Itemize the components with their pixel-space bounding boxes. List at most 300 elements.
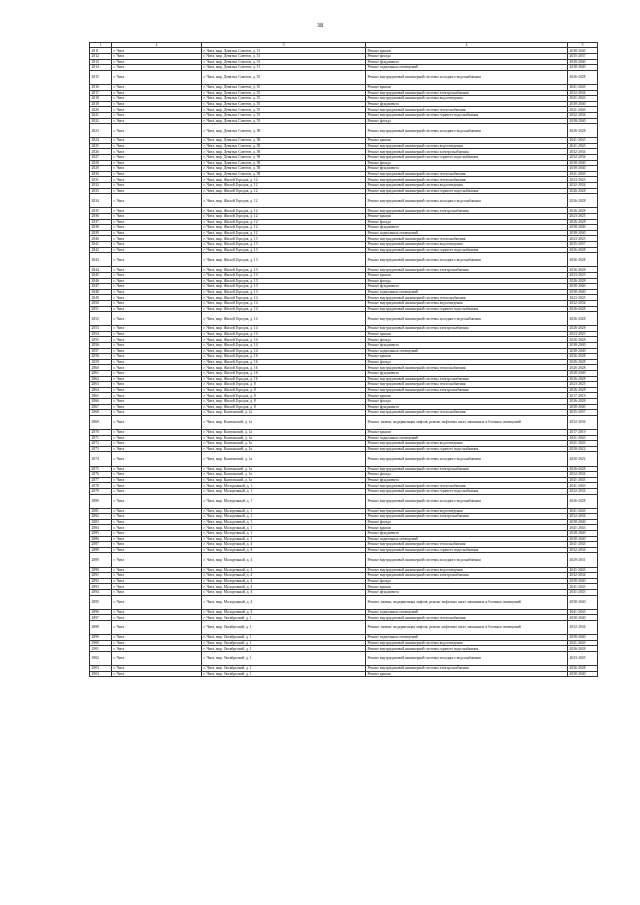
cell-number: 2861 (90, 371, 112, 377)
cell-number: 2821 (90, 112, 112, 118)
cell-address: г. Чита, мкр. Жилой Городок, д. 14 (202, 343, 366, 349)
cell-municipality: г. Чита (112, 101, 202, 107)
cell-number: 2894 (90, 590, 112, 596)
cell-municipality: г. Чита (112, 326, 202, 332)
cell-municipality: г. Чита (112, 404, 202, 410)
cell-address: г. Чита, мкр. Девятых Советов, д. 55 (202, 70, 366, 84)
cell-address: г. Чита, мкр. Октябрьский, д. 1 (202, 651, 366, 665)
cell-address: г. Чита, мкр. Каштакский, д. 1а (202, 477, 366, 483)
cell-number: 2868 (90, 410, 112, 416)
cell-number: 2850 (90, 300, 112, 306)
cell-number: 2831 (90, 177, 112, 183)
cell-work-type: Ремонт внутридомовой инженерной системы водоотведения (366, 508, 568, 514)
cell-period: 2041-2043 (568, 138, 598, 144)
cell-work-type: Ремонт внутридомовой инженерной системы водоотведения (366, 143, 568, 149)
cell-period: 2038-2040 (568, 536, 598, 542)
cell-number: 2816 (90, 84, 112, 90)
cell-work-type: Ремонт внутридомовой инженерной системы теплоснабжения (366, 295, 568, 301)
cell-period: 2032-2034 (568, 514, 598, 520)
cell-address: г. Чита, мкр. Жилой Городок, д. 13 (202, 253, 366, 267)
cell-work-type: Ремонт крыши (366, 429, 568, 435)
cell-number: 2815 (90, 70, 112, 84)
column-header-period: 5 (568, 43, 598, 48)
cell-work-type: Ремонт фасада (366, 472, 568, 478)
cell-period: 2020-2022 (568, 452, 598, 466)
cell-municipality: г. Чита (112, 542, 202, 548)
table-row (90, 452, 598, 466)
cell-work-type: Ремонт внутридомовой инженерной системы горячего водоснабжения (366, 247, 568, 253)
cell-address: г. Чита, мкр. Девятых Советов, д. 55 (202, 107, 366, 113)
cell-municipality: г. Чита (112, 53, 202, 59)
cell-address: г. Чита, мкр. Девятых Советов, д. 58 (202, 171, 366, 177)
cell-work-type: Ремонт фундамента (366, 166, 568, 172)
cell-address: г. Чита, мкр. Жилой Городок, д. 13 (202, 284, 366, 290)
cell-period: 2038-2040 (568, 160, 598, 166)
cell-municipality: г. Чита (112, 149, 202, 155)
cell-municipality: г. Чита (112, 609, 202, 615)
cell-address: г. Чита, мкр. Молодежный, д. 4 (202, 542, 366, 548)
cell-period: 2026-2028 (568, 399, 598, 405)
cell-number: 2885 (90, 531, 112, 537)
cell-work-type: Ремонт фундамента (366, 371, 568, 377)
cell-work-type: Ремонт крыши (366, 354, 568, 360)
cell-number: 2903 (90, 666, 112, 672)
cell-municipality: г. Чита (112, 247, 202, 253)
cell-work-type: Ремонт фасада (366, 278, 568, 284)
cell-period: 2041-2043 (568, 143, 598, 149)
cell-work-type: Ремонт подвальных помещений (366, 635, 568, 641)
cell-municipality: г. Чита (112, 138, 202, 144)
cell-number: 2871 (90, 435, 112, 441)
cell-number: 2862 (90, 376, 112, 382)
table-row (90, 312, 598, 326)
cell-work-type: Ремонт внутридомовой инженерной системы водоотведения (366, 96, 568, 102)
cell-address: г. Чита, мкр. Жилой Городок, д. 16 (202, 365, 366, 371)
cell-period: 2032-2034 (568, 573, 598, 579)
cell-work-type: Ремонт, замена, модернизация лифтов, ремонт лифтовых шахт, машинных и блочных помещений (366, 415, 568, 429)
cell-number: 2827 (90, 155, 112, 161)
cell-period: 2017-2019 (568, 429, 598, 435)
cell-period: 2026-2028 (568, 354, 598, 360)
cell-address: г. Чита, мкр. Жилой Городок, д. 13 (202, 241, 366, 247)
cell-work-type: Ремонт фундамента (366, 477, 568, 483)
table-row (90, 494, 598, 508)
cell-municipality: г. Чита (112, 354, 202, 360)
cell-address: г. Чита, мкр. Молодежный, д. 1 (202, 483, 366, 489)
cell-address: г. Чита, мкр. Жилой Городок, д. 16 (202, 359, 366, 365)
cell-number: 2826 (90, 149, 112, 155)
cell-period: 2026-2028 (568, 124, 598, 138)
cell-address: г. Чита, мкр. Девятых Советов, д. 55 (202, 112, 366, 118)
cell-number: 2887 (90, 542, 112, 548)
cell-period: 2038-2040 (568, 615, 598, 621)
cell-number: 2892 (90, 578, 112, 584)
cell-number: 2863 (90, 382, 112, 388)
cell-address: г. Чита, мкр. Девятых Советов, д. 58 (202, 166, 366, 172)
cell-work-type: Ремонт внутридомовой инженерной системы водоотведения (366, 441, 568, 447)
cell-address: г. Чита, мкр. Девятых Советов, д. 51 (202, 65, 366, 71)
cell-municipality: г. Чита (112, 171, 202, 177)
cell-number: 2878 (90, 483, 112, 489)
cell-address: г. Чита, мкр. Жилой Городок, д. 14 (202, 295, 366, 301)
cell-number: 2828 (90, 160, 112, 166)
cell-address: г. Чита, мкр. Жилой Городок, д. 12 (202, 225, 366, 231)
cell-address: г. Чита, мкр. Жилой Городок, д. 14 (202, 331, 366, 337)
cell-work-type: Ремонт внутридомовой инженерной системы теплоснабжения (366, 236, 568, 242)
table-row (90, 595, 598, 609)
cell-address: г. Чита, мкр. Жилой Городок, д. 16 (202, 354, 366, 360)
cell-address: г. Чита, мкр. Октябрьский, д. 1 (202, 666, 366, 672)
cell-work-type: Ремонт подвальных помещений (366, 435, 568, 441)
cell-number: 2882 (90, 514, 112, 520)
cell-work-type: Ремонт внутридомовой инженерной системы теплоснабжения (366, 171, 568, 177)
cell-address: г. Чита, мкр. Жилой Городок, д. 8 (202, 393, 366, 399)
cell-number: 2837 (90, 219, 112, 225)
cell-period: 2038-2040 (568, 343, 598, 349)
cell-municipality: г. Чита (112, 289, 202, 295)
cell-period: 2023-2025 (568, 331, 598, 337)
cell-municipality: г. Чита (112, 553, 202, 567)
cell-address: г. Чита, мкр. Каштакский, д. 1а (202, 410, 366, 416)
cell-period: 2026-2028 (568, 278, 598, 284)
cell-work-type: Ремонт внутридомовой инженерной системы холодного водоснабжения (366, 70, 568, 84)
cell-work-type: Ремонт фасада (366, 118, 568, 124)
cell-address: г. Чита, мкр. Молодежный, д. 1 (202, 536, 366, 542)
cell-number: 2851 (90, 306, 112, 312)
cell-work-type: Ремонт внутридомовой инженерной системы холодного водоснабжения (366, 452, 568, 466)
cell-address: г. Чита, мкр. Жилой Городок, д. 12 (202, 194, 366, 208)
cell-period: 2038-2040 (568, 531, 598, 537)
cell-work-type: Ремонт внутридомовой инженерной системы теплоснабжения (366, 483, 568, 489)
cell-period: 2023-2025 (568, 214, 598, 220)
cell-number: 2824 (90, 138, 112, 144)
cell-work-type: Ремонт фасада (366, 219, 568, 225)
cell-address: г. Чита, мкр. Октябрьский, д. 1 (202, 671, 366, 677)
cell-number: 2860 (90, 365, 112, 371)
cell-number: 2896 (90, 609, 112, 615)
cell-number: 2820 (90, 107, 112, 113)
cell-address: г. Чита, мкр. Жилой Городок, д. 14 (202, 348, 366, 354)
cell-address: г. Чита, мкр. Молодежный, д. 4 (202, 578, 366, 584)
cell-address: г. Чита, мкр. Девятых Советов, д. 58 (202, 160, 366, 166)
cell-number: 2859 (90, 359, 112, 365)
cell-period: 2026-2028 (568, 247, 598, 253)
table-row (90, 651, 598, 665)
cell-municipality: г. Чита (112, 671, 202, 677)
cell-municipality: г. Чита (112, 241, 202, 247)
cell-work-type: Ремонт фундамента (366, 284, 568, 290)
cell-period: 2026-2028 (568, 666, 598, 672)
cell-address: г. Чита, мкр. Жилой Городок, д. 8 (202, 399, 366, 405)
cell-address: г. Чита, мкр. Девятых Советов, д. 55 (202, 90, 366, 96)
cell-municipality: г. Чита (112, 466, 202, 472)
cell-municipality: г. Чита (112, 595, 202, 609)
cell-number: 2822 (90, 118, 112, 124)
cell-address: г. Чита, мкр. Молодежный, д. 4 (202, 590, 366, 596)
cell-period: 2038-2040 (568, 284, 598, 290)
cell-municipality: г. Чита (112, 343, 202, 349)
cell-period: 2038-2040 (568, 230, 598, 236)
cell-municipality: г. Чита (112, 584, 202, 590)
cell-municipality: г. Чита (112, 508, 202, 514)
cell-work-type: Ремонт внутридомовой инженерной системы электроснабжения (366, 387, 568, 393)
cell-address: г. Чита, мкр. Жилой Городок, д. 8 (202, 382, 366, 388)
cell-period: 2041-2043 (568, 84, 598, 90)
cell-period: 2023-2025 (568, 177, 598, 183)
cell-address: г. Чита, мкр. Каштакский, д. 1а (202, 435, 366, 441)
cell-number: 2856 (90, 343, 112, 349)
cell-address: г. Чита, мкр. Жилой Городок, д. 16 (202, 376, 366, 382)
cell-work-type: Ремонт фундамента (366, 590, 568, 596)
cell-municipality: г. Чита (112, 371, 202, 377)
cell-period: 2041-2043 (568, 96, 598, 102)
cell-work-type: Ремонт крыши (366, 584, 568, 590)
cell-address: г. Чита, мкр. Жилой Городок, д. 13 (202, 289, 366, 295)
cell-municipality: г. Чита (112, 429, 202, 435)
cell-period: 2041-2043 (568, 441, 598, 447)
cell-municipality: г. Чита (112, 188, 202, 194)
cell-period: 2038-2040 (568, 65, 598, 71)
cell-period: 2038-2040 (568, 225, 598, 231)
cell-number: 2873 (90, 446, 112, 452)
cell-municipality: г. Чита (112, 253, 202, 267)
cell-address: г. Чита, мкр. Девятых Советов, д. 51 (202, 59, 366, 65)
cell-work-type: Ремонт внутридомовой инженерной системы электроснабжения (366, 573, 568, 579)
cell-work-type: Ремонт фасада (366, 160, 568, 166)
cell-municipality: г. Чита (112, 295, 202, 301)
cell-period: 2032-2034 (568, 547, 598, 553)
cell-municipality: г. Чита (112, 620, 202, 634)
cell-address: г. Чита, мкр. Жилой Городок, д. 12 (202, 214, 366, 220)
cell-work-type: Ремонт внутридомовой инженерной системы теплоснабжения (366, 410, 568, 416)
column-header-number: 1 (90, 43, 112, 48)
cell-address: г. Чита, мкр. Жилой Городок, д. 12 (202, 183, 366, 189)
table-row (90, 671, 598, 677)
table-row (90, 415, 598, 429)
cell-work-type: Ремонт внутридомовой инженерной системы горячего водоснабжения (366, 446, 568, 452)
cell-number: 2842 (90, 247, 112, 253)
cell-work-type: Ремонт, замена, модернизация лифтов, ремонт лифтовых шахт, машинных и блочных помещений (366, 620, 568, 634)
cell-number: 2872 (90, 441, 112, 447)
cell-work-type: Ремонт фасада (366, 337, 568, 343)
cell-work-type: Ремонт внутридомовой инженерной системы горячего водоснабжения (366, 112, 568, 118)
cell-number: 2883 (90, 519, 112, 525)
cell-address: г. Чита, мкр. Жилой Городок, д. 14 (202, 306, 366, 312)
cell-address: г. Чита, мкр. Жилой Городок, д. 14 (202, 326, 366, 332)
cell-address: г. Чита, мкр. Жилой Городок, д. 14 (202, 312, 366, 326)
cell-municipality: г. Чита (112, 225, 202, 231)
cell-period: 2026-2028 (568, 70, 598, 84)
cell-address: г. Чита, мкр. Девятых Советов, д. 51 (202, 53, 366, 59)
cell-period: 2041-2043 (568, 640, 598, 646)
cell-municipality: г. Чита (112, 96, 202, 102)
cell-period: 2035-2037 (568, 410, 598, 416)
cell-number: 2811 (90, 48, 112, 54)
cell-address: г. Чита, мкр. Молодежный, д. 4 (202, 609, 366, 615)
cell-municipality: г. Чита (112, 519, 202, 525)
cell-period: 2035-2037 (568, 241, 598, 247)
cell-period: 2038-2040 (568, 166, 598, 172)
cell-number: 2880 (90, 494, 112, 508)
cell-period: 2026-2028 (568, 494, 598, 508)
cell-number: 2819 (90, 101, 112, 107)
cell-work-type: Ремонт фасада (366, 359, 568, 365)
cell-period: 2020-2022 (568, 446, 598, 452)
cell-work-type: Ремонт крыши (366, 48, 568, 54)
cell-address: г. Чита, мкр. Октябрьский, д. 1 (202, 620, 366, 634)
cell-municipality: г. Чита (112, 348, 202, 354)
cell-number: 2881 (90, 508, 112, 514)
cell-number: 2847 (90, 284, 112, 290)
cell-address: г. Чита, мкр. Молодежный, д. 1 (202, 531, 366, 537)
cell-period: 2032-2034 (568, 149, 598, 155)
cell-work-type: Ремонт внутридомовой инженерной системы водоотведения (366, 183, 568, 189)
cell-period: 2026-2028 (568, 376, 598, 382)
cell-address: г. Чита, мкр. Октябрьский, д. 1 (202, 646, 366, 652)
cell-address: г. Чита, мкр. Жилой Городок, д. 14 (202, 337, 366, 343)
cell-period: 2041-2043 (568, 477, 598, 483)
cell-municipality: г. Чита (112, 230, 202, 236)
cell-municipality: г. Чита (112, 284, 202, 290)
cell-period: 2017-2019 (568, 393, 598, 399)
cell-work-type: Ремонт внутридомовой инженерной системы горячего водоснабжения (366, 547, 568, 553)
cell-work-type: Ремонт фундамента (366, 225, 568, 231)
cell-number: 2901 (90, 646, 112, 652)
cell-work-type: Ремонт подвальных помещений (366, 536, 568, 542)
table-row (90, 620, 598, 634)
cell-work-type: Ремонт подвальных помещений (366, 65, 568, 71)
cell-period: 2038-2040 (568, 118, 598, 124)
cell-period: 2026-2028 (568, 312, 598, 326)
cell-work-type: Ремонт фундамента (366, 343, 568, 349)
cell-number: 2814 (90, 65, 112, 71)
cell-municipality: г. Чита (112, 472, 202, 478)
cell-period: 2023-2025 (568, 272, 598, 278)
cell-work-type: Ремонт внутридомовой инженерной системы горячего водоснабжения (366, 646, 568, 652)
cell-period: 2035-2037 (568, 53, 598, 59)
cell-address: г. Чита, мкр. Девятых Советов, д. 51 (202, 48, 366, 54)
cell-number: 2830 (90, 171, 112, 177)
cell-address: г. Чита, мкр. Молодежный, д. 4 (202, 567, 366, 573)
cell-number: 2832 (90, 183, 112, 189)
cell-municipality: г. Чита (112, 477, 202, 483)
cell-work-type: Ремонт крыши (366, 671, 568, 677)
cell-municipality: г. Чита (112, 337, 202, 343)
cell-municipality: г. Чита (112, 635, 202, 641)
cell-period: 2023-2025 (568, 651, 598, 665)
cell-address: г. Чита, мкр. Жилой Городок, д. 12 (202, 188, 366, 194)
cell-period: 2038-2040 (568, 101, 598, 107)
cell-number: 2899 (90, 635, 112, 641)
cell-municipality: г. Чита (112, 399, 202, 405)
cell-municipality: г. Чита (112, 59, 202, 65)
cell-number: 2902 (90, 651, 112, 665)
cell-municipality: г. Чита (112, 208, 202, 214)
cell-number: 2833 (90, 188, 112, 194)
cell-number: 2867 (90, 404, 112, 410)
cell-municipality: г. Чита (112, 452, 202, 466)
cell-number: 2877 (90, 477, 112, 483)
cell-work-type: Ремонт фасада (366, 53, 568, 59)
cell-number: 2852 (90, 312, 112, 326)
cell-number: 2869 (90, 415, 112, 429)
cell-work-type: Ремонт фасада (366, 519, 568, 525)
cell-work-type: Ремонт внутридомовой инженерной системы электроснабжения (366, 666, 568, 672)
cell-municipality: г. Чита (112, 525, 202, 531)
cell-municipality: г. Чита (112, 300, 202, 306)
cell-address: г. Чита, мкр. Жилой Городок, д. 12 (202, 219, 366, 225)
cell-work-type: Ремонт внутридомовой инженерной системы теплоснабжения (366, 615, 568, 621)
cell-work-type: Ремонт внутридомовой инженерной системы холодного водоснабжения (366, 312, 568, 326)
cell-number: 2845 (90, 272, 112, 278)
column-header-work-type: 4 (366, 43, 568, 48)
cell-municipality: г. Чита (112, 488, 202, 494)
cell-period: 2026-2028 (568, 387, 598, 393)
cell-work-type: Ремонт внутридомовой инженерной системы холодного водоснабжения (366, 194, 568, 208)
cell-work-type: Ремонт внутридомовой инженерной системы электроснабжения (366, 208, 568, 214)
cell-work-type: Ремонт подвальных помещений (366, 609, 568, 615)
cell-number: 2889 (90, 553, 112, 567)
cell-number: 2904 (90, 671, 112, 677)
cell-period: 2026-2028 (568, 337, 598, 343)
cell-work-type: Ремонт крыши (366, 272, 568, 278)
cell-address: г. Чита, мкр. Девятых Советов, д. 58 (202, 143, 366, 149)
cell-address: г. Чита, мкр. Каштакский, д. 1а (202, 472, 366, 478)
cell-address: г. Чита, мкр. Жилой Городок, д. 13 (202, 267, 366, 273)
cell-number: 2884 (90, 525, 112, 531)
cell-municipality: г. Чита (112, 590, 202, 596)
cell-municipality: г. Чита (112, 90, 202, 96)
cell-number: 2836 (90, 214, 112, 220)
cell-address: г. Чита, мкр. Октябрьский, д. 1 (202, 635, 366, 641)
cell-address: г. Чита, мкр. Молодежный, д. 1 (202, 519, 366, 525)
cell-period: 2032-2034 (568, 183, 598, 189)
cell-work-type: Ремонт внутридомовой инженерной системы электроснабжения (366, 514, 568, 520)
cell-address: г. Чита, мкр. Девятых Советов, д. 58 (202, 124, 366, 138)
cell-address: г. Чита, мкр. Девятых Советов, д. 58 (202, 138, 366, 144)
cell-period: 2026-2028 (568, 194, 598, 208)
cell-work-type: Ремонт внутридомовой инженерной системы теплоснабжения (366, 365, 568, 371)
cell-address: г. Чита, мкр. Жилой Городок, д. 14 (202, 300, 366, 306)
cell-number: 2858 (90, 354, 112, 360)
cell-number: 2848 (90, 289, 112, 295)
cell-municipality: г. Чита (112, 646, 202, 652)
cell-municipality: г. Чита (112, 306, 202, 312)
cell-address: г. Чита, мкр. Каштакский, д. 1а (202, 429, 366, 435)
cell-municipality: г. Чита (112, 514, 202, 520)
cell-municipality: г. Чита (112, 70, 202, 84)
cell-period: 2026-2028 (568, 466, 598, 472)
cell-work-type: Ремонт внутридомовой инженерной системы водоотведения (366, 241, 568, 247)
cell-period: 2026-2028 (568, 646, 598, 652)
cell-municipality: г. Чита (112, 177, 202, 183)
cell-number: 2897 (90, 615, 112, 621)
repair-schedule-table (89, 42, 598, 677)
cell-municipality: г. Чита (112, 84, 202, 90)
cell-municipality: г. Чита (112, 278, 202, 284)
cell-address: г. Чита, мкр. Октябрьский, д. 1 (202, 640, 366, 646)
cell-number: 2829 (90, 166, 112, 172)
cell-municipality: г. Чита (112, 359, 202, 365)
cell-period: 2032-2034 (568, 620, 598, 634)
repair-schedule-table-wrap (89, 42, 597, 677)
cell-municipality: г. Чита (112, 65, 202, 71)
cell-municipality: г. Чита (112, 376, 202, 382)
cell-period: 2032-2034 (568, 488, 598, 494)
cell-number: 2876 (90, 472, 112, 478)
cell-work-type: Ремонт фундамента (366, 101, 568, 107)
cell-work-type: Ремонт внутридомовой инженерной системы холодного водоснабжения (366, 651, 568, 665)
